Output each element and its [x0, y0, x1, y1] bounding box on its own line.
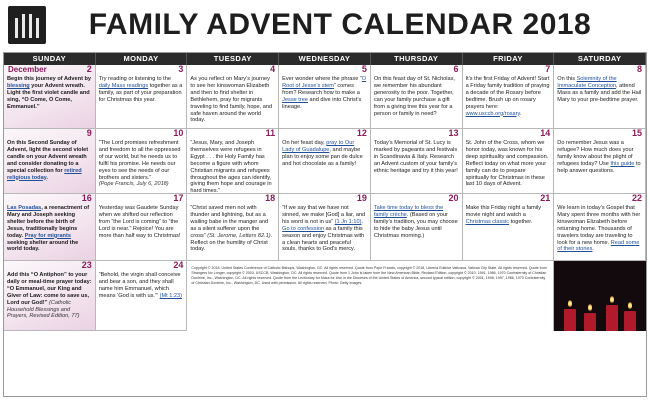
quote-source: (Pope Francis, July 6, 2018)	[98, 181, 169, 188]
day-number: 10	[173, 129, 184, 138]
day-number: 9	[86, 129, 92, 138]
link-usccb-rosary[interactable]: www.usccb.org/rosary	[465, 110, 520, 117]
day-number: 5	[361, 65, 367, 74]
link-immaculate-conception[interactable]: Solemnity of the Immaculate Conception	[557, 76, 617, 89]
day-cell-11: 11 “Jesus, Mary, and Joseph themselves were refugees in Egypt . . . the Holy Family has become a figure with whom Christian migrants and refugees throughout the ages can identify, giving them hope and courage in hard times.”	[187, 129, 279, 194]
day-number: 11	[265, 129, 276, 138]
link-o-root-of-jesse[interactable]: O Root of Jesse’s stem	[282, 76, 367, 89]
day-cell-3: 3 Try reading or listening to the daily Mass readings together as a family, as part of your preparation for Christmas this year.	[96, 65, 188, 129]
quote-source: (Catholic Household Blessings and Prayers, Revised Edition, 77)	[7, 299, 80, 320]
day-cell-8: 8 On this Solemnity of the Immaculate Conception, attend Mass as a family and add the Hail Mary to your pre-bedtime prayer.	[554, 65, 646, 129]
day-name-tuesday: TUESDAY	[187, 53, 279, 65]
link-christmas-classic[interactable]: Christmas classic	[465, 218, 510, 225]
month-label: December	[8, 65, 47, 74]
day-cell-13: 13 Today’s Memorial of St. Lucy is marked by pageants and festivals in Scandinavia & Italy. Research an Advent custom of your family’s ethnic heritage and try it this year!	[371, 129, 463, 194]
day-number: 6	[453, 65, 459, 74]
day-number: 18	[265, 194, 276, 203]
day-number: 16	[81, 194, 92, 203]
day-name-thursday: THURSDAY	[371, 53, 463, 65]
link-pray-for-migrants[interactable]: Pray for migrants	[24, 232, 71, 239]
advent-candles-logo-icon	[8, 6, 46, 44]
day-number: 13	[448, 129, 459, 138]
day-cell-2: December 2 Begin this journey of Advent by blessing your Advent wreath. Light the first violet candle and sing, “O Come, O Come, Emmanuel.”	[4, 65, 96, 129]
day-number: 21	[540, 194, 551, 203]
day-name-sunday: SUNDAY	[4, 53, 96, 65]
link-bless-creche[interactable]: Take time today to bless the family crèche	[373, 205, 444, 218]
copyright-notice: Copyright © 2018, United States Conference of Catholic Bishops, Washington, DC. All rights reserved. Quote from Pope Francis, copyright © 2018, Libreria Editrice Vaticana, Vatican City State. All rights reserved. Quote from Strangers No Longer, copyright © 2003, USCCB, Washington, DC. All rights reserved. Quote from 1 John is taken from the New American Bible, Revised Edition, copyright © 2010, 1991, 1986, 1970 Confraternity of Christian Doctrine, Inc., Washington, DC. All rights reserved. Quote from the Lectionary for Mass for Use in the Dioceses of the United States of America, second typical edition, copyright © 2001, 1998, 1997, 1986, 1970 Confraternity of Christian Doctrine, Inc., Washington, DC. Used with permission. All rights reserved. Photo: Getty Images.	[187, 261, 554, 331]
link-daily-mass-readings[interactable]: daily Mass readings	[98, 82, 149, 89]
calendar-grid	[3, 52, 647, 397]
day-cell-7: 7 It’s the first Friday of Advent! Start a Friday family tradition of praying a decade of the Rosary before bedtime. Brush up on rosary prayers here: www.usccb.org/rosary.	[463, 65, 555, 129]
day-number: 23	[81, 261, 92, 270]
day-cell-24: 24 “Behold, the virgin shall conceive and bear a son, and they shall name him Emmanuel, which means ‘God is with us.’” (Mt 1:23)	[96, 261, 188, 331]
day-cell-19: 19 “If we say that we have not sinned, we make [God] a liar, and his word is not in us” (1 Jn 1:10). Go to confession as a family this season and enjoy Christmas with a clean hearts and peaceful souls, thanks to God’s mercy.	[279, 194, 371, 261]
day-cell-22: 22 We learn in today’s Gospel that Mary spent three months with her kinswoman Elizabeth before returning home. Thousands of travelers today are traveling to look for a new home. Read some of their stories.	[554, 194, 646, 261]
day-number: 8	[636, 65, 642, 74]
quote-source: (St. Jerome, Letters 82.1)	[207, 232, 271, 239]
day-number: 15	[631, 129, 642, 138]
day-number: 7	[545, 65, 551, 74]
day-cell-23: 23 Add this “O Antiphon” to your daily or meal-time prayer today: “O Emmanuel, our King and Giver of Law: come to save us, Lord our God!” (Catholic Household Blessings and Prayers, Revised Edition, 77)	[4, 261, 96, 331]
day-cell-10: 10 “The Lord promises refreshment and freedom to all the oppressed of our world, but he needs us to fulfil his promise. He needs our eyes to see the needs of our brothers and sisters.” (Pope Francis, July 6, 2018)	[96, 129, 188, 194]
day-number: 20	[448, 194, 459, 203]
day-cell-17: 17 Yesterday was Gaudete Sunday when we shifted our reflection from “the Lord is coming” to “the Lord is near.” Rejoice! You are more than half way to Christmas!	[96, 194, 188, 261]
day-name-monday: MONDAY	[96, 53, 188, 65]
day-number: 4	[270, 65, 276, 74]
day-cell-6: 6 On this feast day of St. Nicholas, we remember his abundant generosity to the poor. Together, can your family purchase a gift from a giving tree this year for a person or family in need?	[371, 65, 463, 129]
day-number: 24	[173, 261, 184, 270]
link-retired-religious[interactable]: retired religious today	[7, 167, 82, 181]
day-cell-12: 12 On her feast day, pray to Our Lady of Guadalupe, and maybe plan to enjoy some pan de dulce and hot chocolate as a family!	[279, 129, 371, 194]
link-1jn-1-10[interactable]: (1 Jn 1:10)	[334, 218, 362, 225]
day-name-friday: FRIDAY	[463, 53, 555, 65]
link-go-to-confession[interactable]: Go to confession	[282, 225, 325, 232]
day-cell-18: 18 “Christ saved men not with thunder and lightning, but as a wailing babe in the manger and as a silent sufferer upon the cross” (St. Jerome, Letters 82.1). Reflect on the humility of Christ today.	[187, 194, 279, 261]
day-number: 19	[356, 194, 367, 203]
day-cell-5: 5 Ever wonder where the phrase “O Root of Jesse’s stem” comes from? Research how to make a Jesse tree and dive into Christ’s lineage.	[279, 65, 371, 129]
link-mt-1-23[interactable]: (Mt 1:23)	[159, 292, 183, 299]
link-blessing[interactable]: blessing	[7, 82, 30, 89]
day-cell-16: 16 Las Posadas, a reenactment of Mary and Joseph seeking shelter before the birth of Jesus, traditionally begins today. Pray for migrants seeking shelter around the world today.	[4, 194, 96, 261]
link-our-lady-of-guadalupe[interactable]: pray to Our Lady of Guadalupe	[282, 140, 355, 153]
day-cell-4: 4 As you reflect on Mary’s journey to see her kinswoman Elizabeth and then to find shelter in Bethlehem, pray for migrants traveling to find family, hope, and safe haven around the world today.	[187, 65, 279, 129]
link-read-stories[interactable]: Read some of their stories	[557, 239, 640, 253]
day-number: 3	[178, 65, 184, 74]
day-number: 22	[631, 194, 642, 203]
day-name-saturday: SATURDAY	[554, 53, 646, 65]
link-jesse-tree[interactable]: Jesse tree	[282, 96, 308, 103]
header	[0, 0, 650, 50]
day-cell-21: 21 Make this Friday night a family movie night and watch a Christmas classic together.	[463, 194, 555, 261]
day-number: 14	[540, 129, 551, 138]
day-cell-9: 9 On this Second Sunday of Advent, light the second violet candle on your Advent wreath and consider donating to a special collection for retired religious today.	[4, 129, 96, 194]
day-number: 17	[173, 194, 184, 203]
page-title: FAMILY ADVENT CALENDAR 2018	[88, 8, 592, 41]
day-cell-20: 20 Take time today to bless the family crèche. (Based on your family’s tradition, you may choose to hide the baby Jesus until Christmas morning.)	[371, 194, 463, 261]
day-number: 2	[86, 65, 92, 74]
link-this-guide[interactable]: this guide	[610, 160, 635, 167]
day-cell-14: 14 St. John of the Cross, whom we honor today, was known for his deep spirituality and compassion. Reflect today on what more your family can do to prepare spiritually for Christmas in these last 10 days of Advent.	[463, 129, 555, 194]
day-cell-15: 15 Do remember Jesus was a refugee? How much does your family know about the plight of refugees today? Use this guide to help answer questions.	[554, 129, 646, 194]
day-name-wednesday: WEDNESDAY	[279, 53, 371, 65]
day-number: 12	[356, 129, 367, 138]
advent-candles-photo-icon	[554, 261, 646, 331]
link-las-posadas[interactable]: Las Posadas	[7, 205, 42, 211]
